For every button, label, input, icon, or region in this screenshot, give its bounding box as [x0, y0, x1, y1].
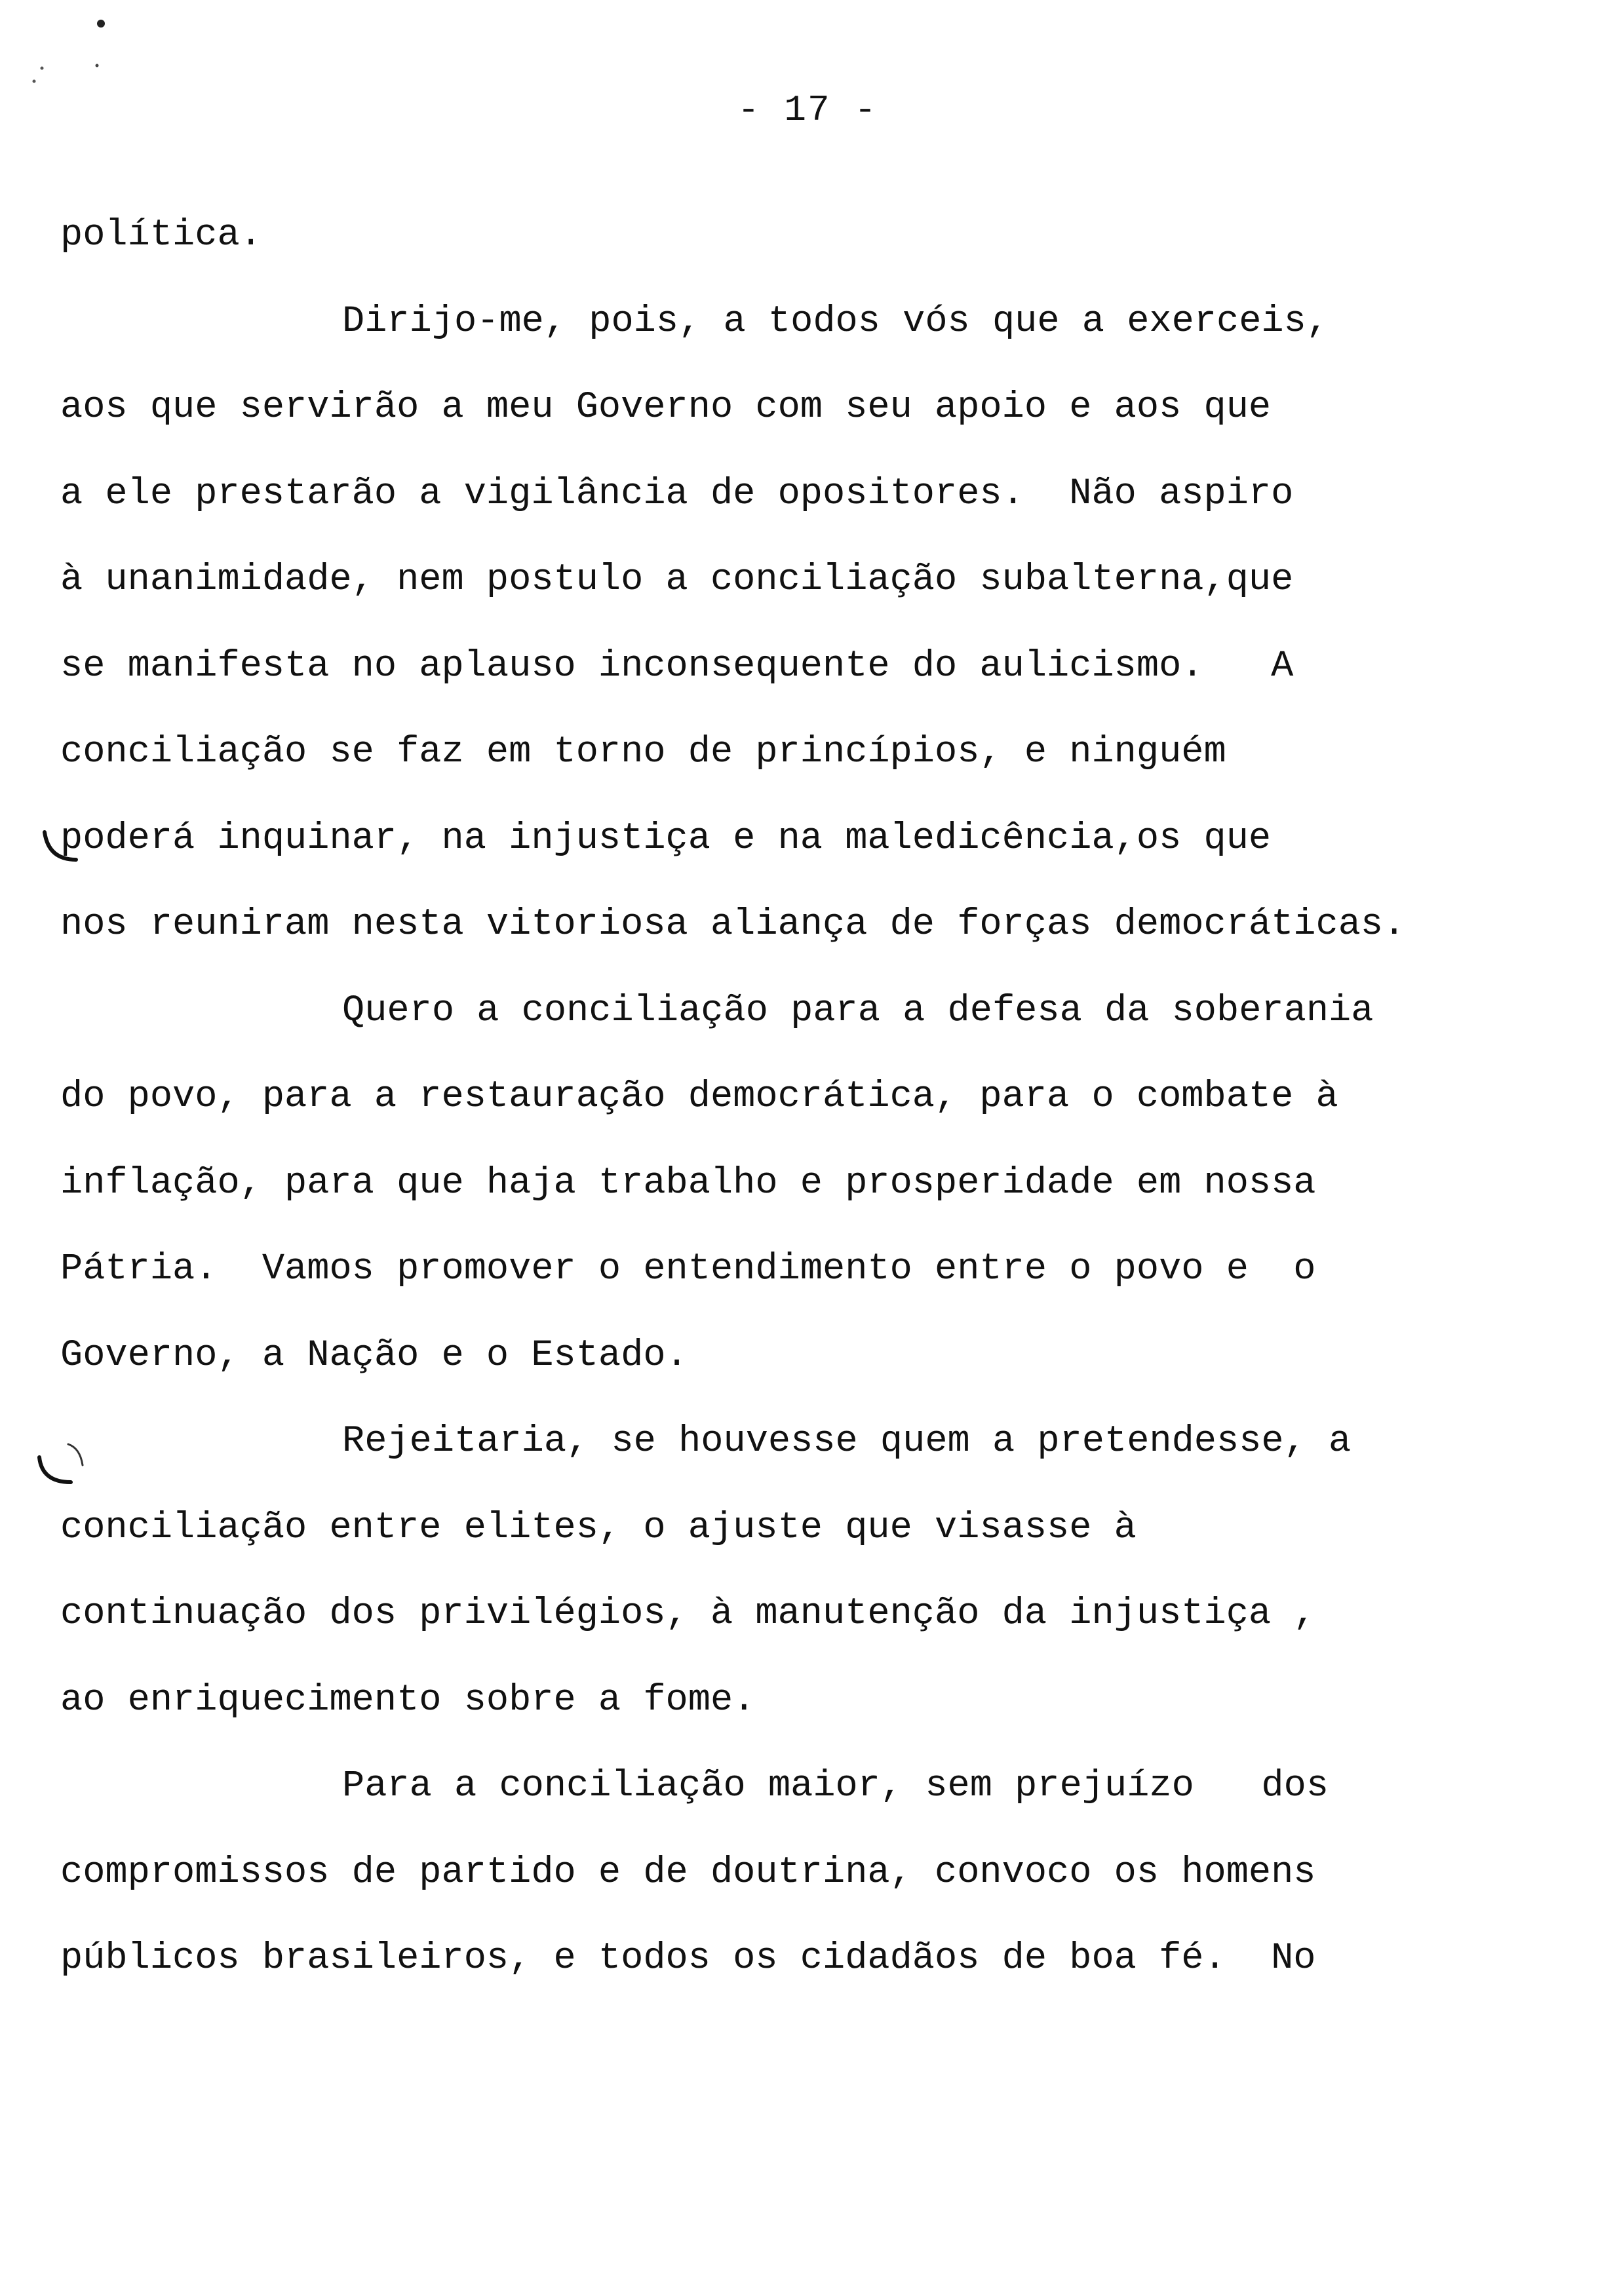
- text-line: nos reuniram nesta vitoriosa aliança de forças democráticas.: [60, 904, 1406, 946]
- text-line: Pátria. Vamos promover o entendimento entre o povo e o: [60, 1248, 1316, 1290]
- text-line: do povo, para a restauração democrática, para o combate à: [60, 1076, 1338, 1118]
- text-line: Quero a conciliação para a defesa da soberania: [342, 989, 1374, 1032]
- text-line: a ele prestarão a vigilância de opositores. Não aspiro: [60, 472, 1294, 515]
- text-line: conciliação entre elites, o ajuste que visasse à: [60, 1506, 1137, 1549]
- paragraph: [60, 279, 1581, 968]
- text-line: se manifesta no aplauso inconsequente do aulicismo. A: [60, 645, 1294, 687]
- paragraph: [60, 1744, 1581, 2002]
- text-line: Dirijo-me, pois, a todos vós que a exerceis,: [342, 300, 1329, 343]
- text-line: conciliação se faz em torno de princípios, e ninguém: [60, 731, 1226, 773]
- body-text: [60, 193, 1581, 2002]
- text-line: ao enriquecimento sobre a fome.: [60, 1679, 756, 1721]
- paragraph: [60, 968, 1581, 1400]
- paragraph: [60, 1399, 1581, 1744]
- scan-speck-mark: [92, 17, 118, 69]
- text-line: Governo, a Nação e o Estado.: [60, 1334, 688, 1377]
- text-line: aos que servirão a meu Governo com seu apoio e aos que: [60, 387, 1272, 429]
- text-line: à unanimidade, nem postulo a conciliação subalterna,que: [60, 559, 1294, 601]
- text-line: continuação dos privilégios, à manutenção da injustiça ,: [60, 1593, 1316, 1635]
- text-line: Rejeitaria, se houvesse quem a pretendesse, a: [342, 1421, 1352, 1463]
- page-number: - 17 -: [737, 89, 878, 131]
- text-line: públicos brasileiros, e todos os cidadãos de boa fé. No: [60, 1938, 1316, 1980]
- text-line: poderá inquinar, na injustiça e na maledicência,os que: [60, 817, 1272, 860]
- paragraph: [60, 193, 1581, 279]
- text-line: Para a conciliação maior, sem prejuízo dos: [342, 1765, 1329, 1807]
- text-line: compromissos de partido e de doutrina, convoco os homens: [60, 1851, 1316, 1894]
- text-line: política.: [60, 214, 262, 256]
- text-line: inflação, para que haja trabalho e prosperidade em nossa: [60, 1162, 1316, 1204]
